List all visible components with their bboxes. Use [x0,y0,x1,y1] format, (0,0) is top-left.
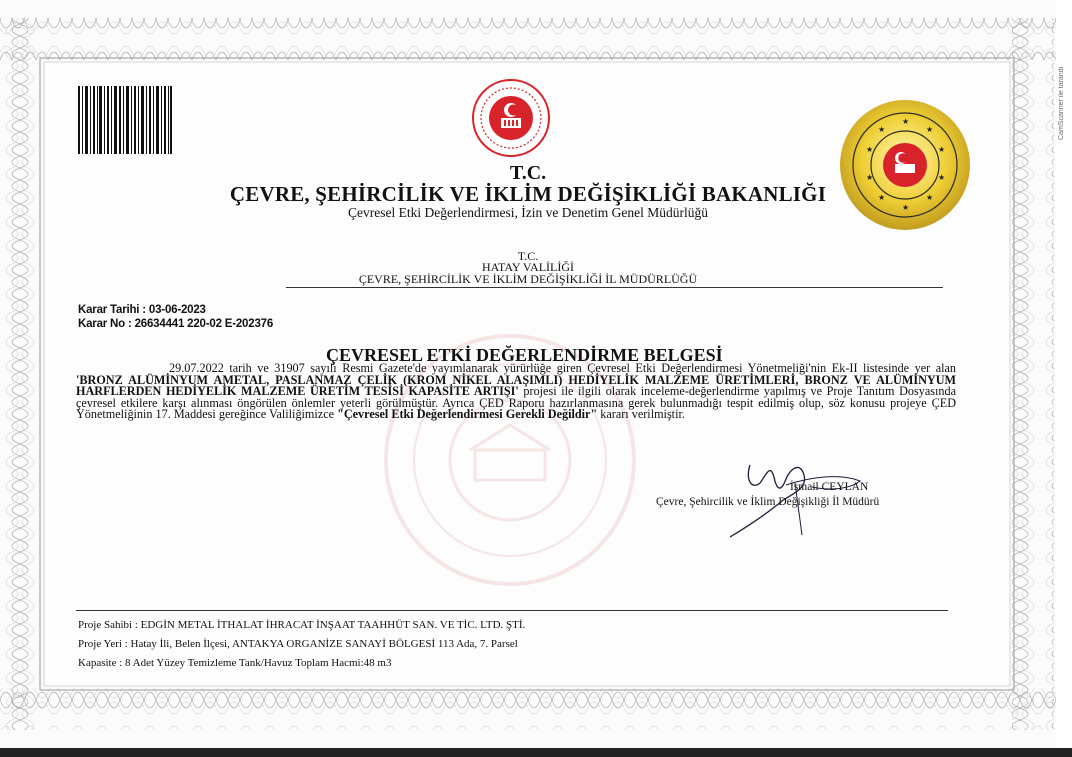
body-text-2: projesi ile ilgili olarak inceleme-değerlendirme yapılmış ve Proje Tanıtım Dosyasında çevresel etkilere karşı alınması öngörülen önlemler yeterli görülmüştür. Ayrıca ÇED Raporu hazırlanmasına gerek bulunmadığı tespit edilmiş olup, söz konusu projeye ÇED Yönetmeliğinin 17. Maddesi gereğince Valiliğimizce [76,384,956,422]
decision-number: Karar No : 26634441 220-02 E-202376 [78,318,274,330]
svg-text:★: ★ [926,125,934,134]
project-location: Proje Yeri : Hatay İli, Belen İlçesi, ANTAKYA ORGANİZE SANAYİ BÖLGESİ 113 Ada, 7. Parsel [78,638,518,650]
svg-text:★: ★ [878,125,886,134]
project-name: 'BRONZ ALÜMİNYUM AMETAL, PASLANMAZ ÇELİK (KROM NİKEL ALAŞIMLI) HEDİYELİK MALZEME ÜRETİMLERİ, BRONZ VE ALÜMİNYUM HARFLERDEN HEDİYELİK MALZEME ÜRETİM TESİSİ KAPASİTE ARTIŞI' [76,372,956,399]
header-divider [286,287,943,288]
governorship-title: HATAY VALİLİĞİ [481,260,575,274]
ministry-seal-icon [471,78,551,158]
svg-text:★: ★ [902,203,910,212]
signatory-name: İsmail CEYLAN [790,481,869,493]
decision-text: "Çevresel Etki Değerlendirmesi Gerekli Değildir" [337,407,598,422]
svg-text:★: ★ [866,173,874,182]
decision-date: Karar Tarihi : 03-06-2023 [78,304,206,316]
footer-divider [76,610,948,611]
bottom-strip [0,748,1072,757]
body-text-1: 29.07.2022 tarih ve 31907 sayılı Resmi Gazete'de yayımlanarak yürürlüğe giren Çevresel Etki Değerlendirmesi Yönetmeliği'nin Ek-II listesinde yer alan [169,361,956,375]
svg-text:★: ★ [878,193,886,202]
certificate-body [76,363,956,421]
svg-text:★: ★ [902,117,910,126]
svg-text:★: ★ [926,193,934,202]
barcode-graphic [78,86,172,154]
project-capacity: Kapasite : 8 Adet Yüzey Temizleme Tank/Havuz Toplam Hacmi:48 m3 [78,657,392,669]
scanner-watermark-text: CamScanner ile tarandı [1058,66,1065,140]
body-text-3: kararı verilmiştir. [597,407,685,422]
certificate-title: ÇEVRESEL ETKİ DEĞERLENDİRME BELGESİ [326,345,723,365]
project-owner: Proje Sahibi : EDGİN METAL İTHALAT İHRACAT İNŞAAT TAAHHÜT SAN. VE TİC. LTD. ŞTİ. [78,619,526,631]
provincial-directorate-title: ÇEVRE, ŞEHİRCİLİK VE İKLİM DEĞİŞİKLİĞİ İL MÜDÜRLÜĞÜ [358,272,698,286]
svg-text:★: ★ [938,173,946,182]
svg-text:★: ★ [938,145,946,154]
svg-text:★: ★ [866,145,874,154]
ministry-title: ÇEVRE, ŞEHİRCİLİK VE İKLİM DEĞİŞİKLİĞİ BAKANLIĞI [229,182,827,206]
header-tc: T.C. [509,162,547,184]
subheader-tc: T.C. [517,249,539,263]
signatory-title: Çevre, Şehircilik ve İklim Değişikliği İl Müdürü [656,496,880,508]
directorate-title: Çevresel Etki Değerlendirmesi, İzin ve Denetim Genel Müdürlüğü [348,205,708,220]
